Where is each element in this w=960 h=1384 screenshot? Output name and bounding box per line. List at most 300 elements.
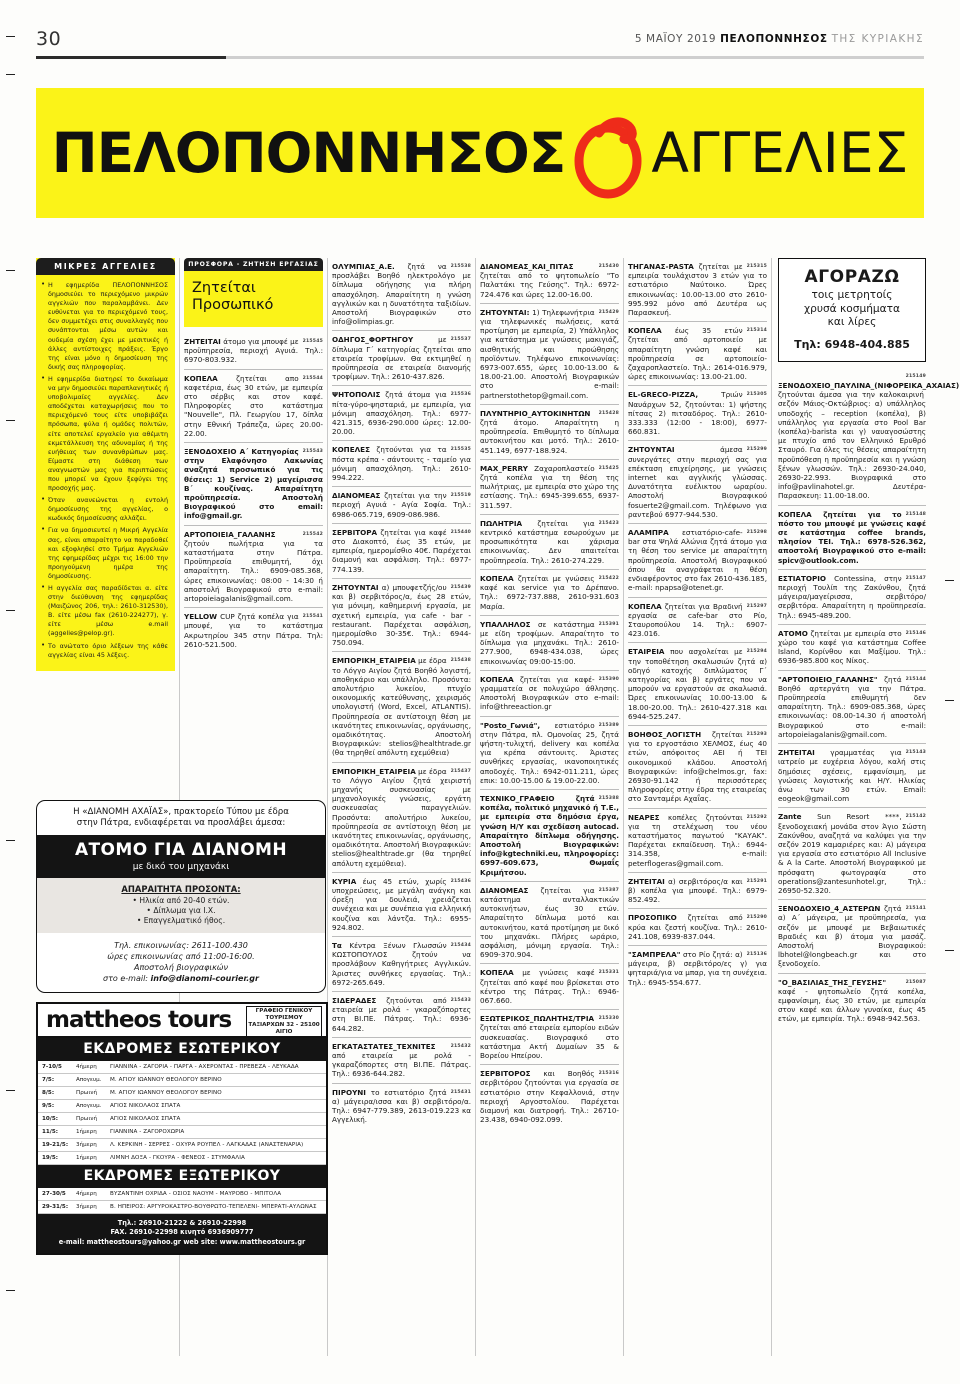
classified-ad [480, 258, 619, 304]
mattheos-trip-duration: 4ήμερη [76, 1191, 97, 1197]
ad-code: 215433 [450, 998, 471, 1004]
classified-ad [332, 331, 471, 386]
dianomi-contact [37, 933, 325, 992]
ad-body: σε κατάστημα με είδη τροφίμων. Απαραίτητο το δίπλωμα για μηχανάκι. Τηλ.: 2610-277.900, 6948-434.038, ώρες επικοινωνίας 09:00-15:00. [480, 619, 619, 666]
ad-title: ΞΕΝΟΔΟΧΕΙΟ_ΠΑΥΛΙΝΑ_(ΝΙΦΟΡΕΙΚΑ_ΑΧΑΙΑΣ) [778, 380, 960, 390]
prosfora-line-1: Ζητείται [192, 280, 256, 296]
ad-code: 215149 [905, 373, 926, 379]
header-rule [36, 56, 924, 59]
ad-code: 215330 [598, 1016, 619, 1022]
classified-ad [778, 671, 926, 744]
mattheos-trip-route: ΑΓΙΟΣ ΝΙΚΟΛΑΟΣ ΣΠΑΤΑ [110, 1103, 181, 1109]
ad-body: έως 35 ετών ζητείται από αρτοποιείο με απαραίτητη γνώση καφέ και προϋπηρεσία σε αρτοποιείο-ζαχαροπλαστείο. Τηλ.: 2614-016.979, ώρες επικοινωνίας: 13.00-21.00. [628, 326, 767, 382]
dianomi-requirements-title: ΑΠΑΡΑΙΤΗΤΑ ΠΡΟΣΟΝΤΑ: [121, 883, 241, 894]
ad-title: ΑΤΟΜΟ [778, 628, 808, 638]
ad-body: και Βοηθός σερβιτόρου ζητούνται για εργασία σε εστιατόριο στην Κεφαλλονιά, στην περιοχή Αργοστολίου. Παρέχεται διαμονή και διατροφή. Τηλ.: 26710-23.438, 6940-092.099. [480, 1069, 619, 1125]
agorazo-title: ΑΓΟΡΑΖΩ [804, 267, 900, 287]
mattheos-trip-duration: 4ήμερη [76, 1064, 97, 1070]
crop-mark [6, 610, 15, 611]
classified-ad [628, 909, 767, 946]
ad-code: 215434 [450, 943, 471, 948]
mattheos-trip-route: ΓΙΑΝΝΙΝΑ - ΖΑΓΟΡΟΧΩΡΙΑ [110, 1129, 185, 1135]
ad-title: "ΣΑΜΠΡΕΛΑ" [628, 950, 681, 959]
ad-title: ΚΟΠΕΛΑ [628, 601, 662, 611]
mattheos-contact [38, 1214, 326, 1253]
dianomi-intro-line-1: Η «ΔΙΑΝΟΜΗ ΑΧΑΪΑΣ», πρακτορείο Τύπου με έδρα [73, 807, 289, 817]
mikres-rule-item: • Η εφημερίδα διατηρεί το δικαίωμα να μην δημοσιεύει παραπλανητικές ή υποβολιμαίες αγγελίες. Δεν αποδέχεται καταχωρήσεις που το περιεχόμενό τους είτε υποβιβάζει πρόσωπα, φύλα ή ομάδες πολιτών, είτε αποτελεί εργαλείο για αθέμιτη εκμετάλλευση της αδυναμίας ή της ευήθειας των συνανθρώπων μας. Είμαστε στη διάθεση των αναγνωστών μας για περιπτώσεις που μπορεί να έχουν ξεφύγει της προσοχής μας. [41, 375, 168, 493]
ad-title: ΕΣΤΙΑΤΟΡΙΟ [778, 573, 827, 583]
prosfora-line-2: Προσωπικό [192, 297, 274, 313]
mattheos-trip-route: ΑΓΙΟΣ ΝΙΚΟΛΑΟΣ ΣΠΑΤΑ [110, 1116, 181, 1122]
ad-title: ΕΜΠΟΡΙΚΗ_ΕΤΑΙΡΕΙΑ [332, 656, 416, 666]
mattheos-trip-route: Μ. ΑΓΙΟΥ ΙΩΑΝΝΟΥ ΘΕΟΛΟΓΟΥ ΒΕΡΙΝΟ [110, 1077, 222, 1083]
mattheos-trip-duration: Απογευμ. [76, 1077, 102, 1083]
mattheos-trip-row [38, 1113, 326, 1126]
ad-body: ζητείται απο καφετέρια, έως 30 ετών, με εμπειρία στο σέρβις και στον καφέ. Πληροφορίες στο κατάστημα "Nouvelle", Πλ. Γεωργίου 17, δίπλα στην Εθνική Τράπεζα, ώρες 20.00-22.00. [184, 373, 323, 438]
mattheos-fax: FAX. 26910-22998 κινητό 6936909777 [110, 1228, 254, 1237]
classified-ad [778, 506, 926, 570]
ad-title: ΣΕΡΒΙΤΟΡΑ [332, 527, 378, 537]
classified-ad [332, 386, 471, 441]
classified-ad [778, 744, 926, 808]
ad-body: ζητείται για καφέ-γραμματεία σε πολυχώρο άθλησης. Αποστολή Βιογραφικών στο e-mail: info@threeaction.gr [480, 674, 619, 712]
classified-ad [480, 964, 619, 1010]
ad-title: ΖΗΤΕΙΤΑΙ [184, 337, 221, 346]
crop-mark [6, 36, 15, 37]
ad-code: 215143 [905, 750, 926, 756]
ad-code: 215390 [598, 676, 619, 682]
mattheos-email-web: e-mail: mattheostours@yahoo.gr web site: www.mattheostours.gr [58, 1237, 306, 1246]
ad-title: MAX_PERRY [480, 463, 528, 473]
mattheos-logo: mattheos tours [46, 1007, 232, 1033]
ad-body: ζητείται για το εργοστάσιο ΧΕΛΜΟΣ, έως 40 ετών, απόφοιτος ΑΕΙ ή ΤΕΙ οικονομικού κλάδου. Αποστολή Βιογραφικών: info@chelmos.gr, fax: 26930-91.142 ή περισσότερες πληροφορίες στην έδρα της εταιρείας στο Σανταμέρι Αχαΐας. [628, 729, 767, 804]
ad-code: 215432 [450, 1043, 471, 1049]
dianomi-achaias-ad [36, 800, 326, 993]
ad-body: Κέντρα Ξένων Γλωσσών ΚΩΣΤΟΠΟΥΛΟΣ ζητούν να προσλάβουν Καθηγήτριες Αγγλικών. Άριστες συνθήκες εργασίας. Τηλ.: 6972-265.649. [332, 941, 471, 987]
ad-code: 215543 [302, 449, 323, 455]
classified-ad [332, 524, 471, 579]
mattheos-section-abroad: ΕΚΔΡΟΜΕΣ ΕΞΩΤΕΡΙΚΟΥ [38, 1165, 326, 1188]
prosfora-header-box [184, 258, 323, 327]
mikres-aggelies-box [36, 258, 175, 671]
mattheos-section-domestic: ΕΚΔΡΟΜΕΣ ΕΣΩΤΕΡΙΚΟΥ [38, 1038, 326, 1061]
ad-code: 215425 [598, 465, 619, 471]
dianomi-requirement-item: • Επαγγελματικό ήθος. [136, 915, 226, 925]
mattheos-trip-date: 27-30/5 [42, 1191, 66, 1197]
ad-title: ΔΙΑΝΟΜΕΑΣ [332, 491, 381, 501]
mattheos-trip-duration: Απογευμ. [76, 1103, 102, 1109]
classified-ad [332, 937, 471, 992]
ad-code: 215298 [746, 530, 767, 536]
ad-code: 215291 [746, 878, 767, 884]
dianomi-intro [37, 801, 325, 835]
ad-body: ζητείται με γνώσεις καφέ και service για το Δρέπανο. Τηλ.: 6972-737.888, 2610-931.603 Μαρία. [480, 573, 619, 611]
column-4 [480, 258, 619, 1356]
ad-code: 215391 [598, 621, 619, 627]
ad-code: 215297 [746, 603, 767, 609]
ad-title: ΨΗΤΟΠΟΛΙΣ [332, 390, 381, 400]
ad-body: καφέ - ψητοπωλείο ζητά κοπέλα, εμφανίσιμη, έως 30 ετών, με εμπειρία στον καφέ και άλλων γυναίκα, έως 45 ετών, με εμπειρία. Τηλ.: 6948-942.563. [778, 986, 926, 1024]
classified-ad [184, 370, 323, 443]
ad-code: 215388 [598, 795, 619, 801]
ad-code: 215423 [598, 520, 619, 526]
ad-code: 215305 [746, 392, 767, 398]
mattheos-trip-duration: Πρωινή [76, 1116, 98, 1122]
mattheos-abroad-rows [38, 1188, 326, 1214]
ad-code: 215431 [450, 1089, 471, 1095]
dianomi-email: info@dianomi-courier.gr [150, 973, 259, 983]
ad-title: ΥΠΑΛΛΗΛΟΣ [480, 619, 531, 629]
ad-code: 215315 [746, 264, 767, 269]
crop-mark [945, 580, 954, 581]
classified-ad [480, 1065, 619, 1128]
mattheos-trip-duration: 3ήμερη [76, 1142, 97, 1148]
mattheos-trip-row [38, 1201, 326, 1214]
dianomi-requirement-item: • Ηλικία από 20-40 ετών. [132, 895, 230, 905]
classified-ad [628, 386, 767, 441]
crop-mark [6, 1290, 15, 1291]
mattheos-trip-date: 9/5: [42, 1103, 55, 1109]
ad-body: έως 45 ετών, χωρίς υποχρεώσεις, με μεγάλη ανάγκη και όρεξη για δουλειά, χρειάζεται συνέχεια και με συνέπεια για ελληνική κουζίνα και λάντζα. Τηλ.: 6955-924.802. [332, 876, 471, 932]
crop-mark [6, 420, 15, 421]
ad-code: 215294 [746, 649, 767, 655]
masthead-title-right: ΑΓΓΕΛΙΕΣ [651, 121, 909, 185]
agorazo-text-line: χρυσά κοσμήματα [803, 302, 901, 315]
ad-body: άμεσα συνεργάτες στην περιοχή σας για επέκταση επιχείρησης, με γνώσεις internet και αγγλικής γλώσσας. Δυνατότητα ευέλικτου ωραρίου. Αποστολή Βιογραφικού fosuerte2@gmail.com. Τηλέφωνο για ραντεβού 6977-944.530. [628, 445, 767, 519]
ad-code: 215299 [746, 447, 767, 453]
mattheos-trip-row [38, 1188, 326, 1201]
ad-title: ΖΗΤΕΙΤΑΙ [628, 876, 665, 886]
ad-code: 215430 [598, 264, 619, 269]
ad-title: ΖΗΤΟΥΝΤΑΙ [332, 582, 379, 592]
ad-title: ΠΡΟΣΟΠΙΚΟ [628, 913, 677, 923]
ad-title: Τα [332, 941, 342, 950]
classified-ad [480, 570, 619, 616]
dianomi-headline: ΑΤΟΜΟ ΓΙΑ ΔΙΑΝΟΜΗ [75, 839, 287, 860]
ad-body: ζητείται για την περιοχή Αγυιά - Αγία Σοφία. Τηλ.: 6986-065.719, 6909-086.986. [332, 491, 471, 519]
mattheos-trip-route: Λ. ΚΕΡΚΙΝΗ - ΣΕΡΡΕΣ - ΟΧΥΡΑ ΡΟΥΠΕΛ - ΛΑΓΚΑΔΑΣ (ΑΝΑΣΤΕΝΑΡΙΑ) [110, 1142, 304, 1148]
ad-title: ΑΡΤΟΠΟΙΕΙΑ_ΓΑΛΑΝΗΣ [184, 529, 276, 539]
crop-mark [945, 950, 954, 951]
ad-body: άτομο για μπουφέ με προϋπηρεσία, περιοχή Αγυιά. Τηλ.: 6970-803.932. [184, 337, 323, 365]
ad-body: ζητά α) Α΄ μάγειρα, με προϋπηρεσία, για σεζόν με μπουφέ με Βεβαιωτικές Βραδιές και β) άτομα για μασάζ. Αποστολή Βιογραφικού: lbhotel@longbeach.gr και στο ξενοδοχείο. [778, 904, 926, 969]
mattheos-trip-route: ΛΙΜΝΗ ΔΟΞΑ - ΓΚΟΥΡΑ - ΦΕΝΕΟΣ - ΣΤΥΜΦΑΛΙΑ [110, 1155, 245, 1161]
ad-code: 215538 [450, 264, 471, 269]
ad-code: 215389 [598, 722, 619, 728]
mattheos-trip-route: ΓΙΑΝΝΙΝΑ - ΖΑΓΟΡΙΑ - ΠΑΡΓΑ - ΑΧΕΡΟΝΤΑΣ - ΠΡΕΒΕΖΑ - ΛΕΥΚΑΔΑ [110, 1064, 299, 1070]
ad-code: 215545 [302, 339, 323, 344]
ad-body: ζητά άτομα για πίτα-γύρο-ψησταριά, με εμπειρία, για μόνιμη απασχόληση. Τηλ.: 6977-421.315, 6936-290.000 ώρες: 12.00-20.00. [332, 390, 471, 437]
mattheos-trip-duration: 3ήμερη [76, 1204, 97, 1210]
dianomi-cv-note: Αποστολή βιογραφικών [134, 962, 228, 972]
mattheos-trip-duration: Πρωινή [76, 1090, 98, 1096]
ad-title: ΚΟΠΕΛΑ [480, 968, 514, 978]
ad-title: ΞΕΝΟΔΟΧΕΙΟ Α΄ Κατηγορίας στην Ελαφόνησο Λακωνίας αναζητά προσωπικό για τις θέσεις: 1) Service 2) μαγείρισσα Β΄ κουζίνας. Απαραίτητη προϋπηρεσία. Αποστολή Βιογραφικού στο email: info@gmail.gr. [184, 447, 323, 521]
classified-ad [332, 441, 471, 487]
classified-ad [628, 598, 767, 644]
ad-title: YELLOW [184, 612, 218, 622]
classified-ad [332, 763, 471, 873]
mattheos-trip-row [38, 1100, 326, 1113]
classified-ad [628, 258, 767, 322]
ad-body: ζητείται για κατάστημα ανταλλακτικών αυτοκινήτων, έως 30 ετών. Απαραίτητο δίπλωμα μοτό και αυτοκινήτου, κατά προτίμηση με δικό του μηχανάκι. Πλήρες ωράριο, ασφάλιση, μόνιμη εργασία. Τηλ.: 6909-370.904. [480, 885, 619, 960]
classified-ad [184, 526, 323, 609]
column-3-ads [332, 258, 471, 1128]
ad-code: 215316 [598, 1071, 619, 1077]
classified-ad [332, 873, 471, 937]
ad-title: ΔΙΑΝΟΜΕΑΣ_ΚΑΙ_ΠΙΤΑΣ [480, 262, 574, 271]
mattheos-trip-row [38, 1061, 326, 1074]
column-6-ads [778, 368, 960, 1028]
classified-ad [480, 671, 619, 717]
ad-code: 215436 [450, 878, 471, 884]
dianomi-headline-band [37, 835, 325, 878]
ad-title: ΚΟΠΕΛΑ [480, 573, 514, 583]
mattheos-trip-date: 19/5: [42, 1155, 58, 1161]
column-6 [778, 258, 960, 1356]
column-4-ads [480, 258, 619, 1128]
ring-logo-icon [569, 109, 647, 197]
dianomi-requirements-list [37, 896, 325, 926]
crop-mark [6, 1090, 15, 1091]
dianomi-requirement-item: • Δίπλωμα για Ι.Χ. [146, 905, 216, 915]
mattheos-trip-route: Β. ΗΠΕΙΡΟΣ: ΑΡΓΥΡΟΚΑΣΤΡΟ-ΒΟΥΘΡΩΤΟ-ΤΕΠΕΛΕΝΙ- ΜΠΕΡΑΤΙ-ΑΥΛΩΝΑΣ [110, 1204, 317, 1210]
agorazo-text [783, 289, 921, 330]
classified-ad [480, 717, 619, 790]
ad-code: 215292 [746, 814, 767, 820]
mikres-rule-item: • Το ανώτατο όριο λέξεων της κάθε αγγελίας είναι 45 λέξεις. [41, 642, 168, 660]
column-divider [623, 258, 624, 1356]
ad-body: εστιατόριο στην Πάτρα, πλ. Ομονοίας 25, ζητά ψήστη-τυλιχτή, delivery και κοπέλα για κρέπα σάντουιτς. Άριστες συνθήκες εργασίας, ικανοποιητικές αποδοχές. Τηλ.: 6942-011.211, ώρες επικ: 10.00-15.00 & 19.00-22.00. [480, 720, 619, 785]
mikres-rule-item: • Για να δημοσιευτεί η Μικρή Αγγελία σας, είναι απαραίτητο να παραδοθεί και εξοφληθεί στο Τμήμα Αγγελιών της εφημερίδας μέχρι τις 16:00 την προηγούμενη ημέρα της δημοσίευσης. [41, 526, 168, 581]
ad-code: 215440 [450, 529, 471, 535]
ad-body: ζητείται με εμπειρία στο χώρο του καφέ για κατάστημα Coffee Island, Κορίνθου και Μαξίμου. Τηλ.: 6936-985.800 κος Νίκος. [778, 628, 926, 666]
mattheos-trip-row [38, 1152, 326, 1165]
classified-ad [480, 460, 619, 515]
ad-code: 215314 [746, 328, 767, 334]
ad-title: ΟΛΥΜΠΙΑΣ_Α.Ε. [332, 262, 395, 271]
crop-mark [945, 700, 954, 701]
ad-body: CUP ζητά κοπέλα για μπουφέ, για το κατάστημα Ακρωτηρίου 345 στην Πάτρα. Τηλ: 2610-521.500. [184, 612, 323, 649]
ad-code: 215142 [905, 814, 926, 820]
crop-mark [6, 840, 15, 841]
dianomi-email-label: στο e-mail: [103, 973, 151, 983]
ad-code: 215331 [598, 970, 619, 976]
ad-title: "Posto_Γωνιά", [480, 720, 541, 730]
ad-body: 1) Τηλεφωνήτρια για τηλεφωνικές πωλήσεις, κατά προτίμηση με εμπειρία, 2) Υπάλληλος για κατάστημα με γνώσεις μακιγιάζ, αισθητικής και προώθησης προϊόντων. Τηλέφωνο επικοινωνίας: 6973-007.655, ώρες 10.00-13.00 & 18.00-21.00. Αποστολή Βιογραφικών στο e-mail: partnerstothetop@gmail.com. [480, 307, 619, 400]
classified-ad [184, 608, 323, 653]
classified-ad [628, 873, 767, 910]
ad-body: ζητούνται από εταιρεία με ρολά - γκαραζόπορτες στη ΒΙ.ΠΕ. Πάτρας. Τηλ.: 6936-644.282. [332, 996, 471, 1033]
ad-body: από εταιρεία με ρολά - γκαραζόπορτες στη ΒΙ.ΠΕ. Πάτρας. Τηλ.: 6936-644.282. [332, 1051, 471, 1079]
ad-title: ΠΩΛΗΤΡΙΑ [480, 518, 523, 528]
ad-code: 215141 [905, 906, 926, 912]
ad-title: ΔΙΑΝΟΜΕΑΣ [480, 885, 529, 895]
ad-title: ΚΥΡΙΑ [332, 876, 357, 886]
header-paper-name: ΠΕΛΟΠΟΝΝΗΣΟΣ [720, 33, 828, 45]
ad-code: 215148 [905, 511, 926, 517]
crop-mark [6, 270, 15, 271]
agorazo-text-line: και λίρες [827, 316, 877, 329]
header-date: 5 ΜΑΪΟΥ 2019 [634, 33, 717, 45]
crop-mark [6, 74, 15, 75]
ad-code: 215519 [450, 493, 471, 499]
column-3 [332, 258, 471, 1356]
ad-body: στο Ρίο ζητά: α) μάγειρα, β) σερβιτόρο/ες γ) για ψηταριά/για να μπαρ, για τη συνέχεια. Τηλ.: 6945-554.677. [628, 950, 768, 987]
column-5 [628, 258, 767, 1356]
classified-ad [480, 405, 619, 460]
column-divider [475, 258, 476, 1356]
ad-title: ΚΟΠΕΛΑ [480, 674, 514, 684]
mattheos-domestic-rows [38, 1061, 326, 1165]
mattheos-trip-route: ΒΥΖΑΝΤΙΝΗ ΟΧΡΙΔΑ - ΟΣΙΟΣ ΝΑΟΥΜ - ΜΑΥΡΟΒΟ - ΜΠΙΤΟΛΑ [110, 1191, 282, 1197]
dianomi-phone: Τηλ. επικοινωνίας: 2611-100.430 [114, 940, 248, 950]
ad-body: Τριών Ναυάρχων 52, ζητούνται: 1) ψήστης πίτσας 2) πιτσαδόρος. Τηλ.: 2610-333.333 (12:00 - 18:00), 6977-660.831. [628, 390, 767, 437]
classified-ad [332, 579, 471, 652]
ad-code: 215536 [450, 392, 471, 398]
dianomi-intro-line-2: στην Πάτρα, ενδιαφέρεται να προσλάβει άμεσα: [76, 818, 286, 829]
classified-ad [184, 333, 323, 370]
mattheos-trip-date: 8/5: [42, 1090, 55, 1096]
ad-code: 215541 [302, 614, 323, 620]
header-edition: ΤΗΣ ΚΥΡΙΑΚΗΣ [831, 33, 924, 45]
mattheos-trip-date: 7/5: [42, 1077, 55, 1083]
classified-ad [628, 946, 767, 991]
classified-ad [778, 974, 926, 1028]
ad-body: Contessina, στην περιοχή Τουλίπ της Ζακύνθου, ζητά μάγειρα/μαγείρισσα, σερβιτόρο/σερβιτόρα. Απαραίτητη η προϋπηρεσία. Τηλ.: 6945-489.200. [778, 573, 926, 620]
ad-body: ζητείται από εταιρεία εμπορίου ειδών συσκευασίας. Βιογραφικό στο κατάστημα Ακτή Δυμαίων 35 & Βορείου Ηπείρου. [480, 1023, 619, 1061]
mikres-aggelies-rules [36, 275, 175, 671]
ad-body: εστιατόριο-cafe-bar στα Ψηλά Αλώνια ζητά άτομο για τη θέση του service με απαραίτητη προϋπηρεσία. Αποστολή Βιογραφικού όπου θα αναγράφεται η θέση ενδιαφέροντος στο fax 2610-436.185, e-mail: npapsa@otenet.gr. [628, 528, 767, 593]
mattheos-trip-date: 10/5: [42, 1116, 58, 1122]
ad-body: ζητείται για καφέ στο Διακοπτό, έως 35 ετών, με εμπειρία, ημερομίσθιο 40€. Παρέχεται διαμονή και ασφάλιση. Τηλ.: 6977-774.139. [332, 527, 471, 574]
ad-title: ΣΙΔΕΡΑΔΕΣ [332, 996, 377, 1006]
ad-title: ΞΕΝΟΔΟΧΕΙΟ_4_ΑΣΤΕΡΩΝ [778, 904, 881, 914]
ad-code: 215146 [905, 630, 926, 636]
mikres-aggelies-title: ΜΙΚΡΕΣ ΑΓΓΕΛΙΕΣ [36, 258, 175, 275]
ad-code: 215422 [598, 575, 619, 581]
ad-body: ζητείται για κεντρικό κατάστημα εσωρούχων με προσωπικότητα και χάρισμα επικοινωνίας. Δεν απαιτείται προϋπηρεσία. Τηλ.: 2610-274.229. [480, 518, 619, 565]
dianomi-hours: ώρες επικοινωνίας από 11:00-16:00. [107, 951, 255, 961]
ad-title: EL-GRECO-PIZZA, [628, 390, 699, 400]
mattheos-trip-date: 11/5: [42, 1129, 58, 1135]
ad-title: ΑΛΑΜΠΡΑ [628, 528, 669, 538]
ad-title: ΕΞΩΤΕΡΙΚΟΣ_ΠΩΛΗΤΗΣ/ΤΡΙΑ [480, 1014, 595, 1024]
classified-ad [332, 652, 471, 762]
classified-ad [480, 790, 619, 882]
ad-body: με δίπλωμα Γ΄ κατηγορίας ζητείται απο εταιρεία τροφίμων. Θα εκτιμηθεί η προϋπηρεσία σε εταιρεία διανομής τροφίμων. Τηλ.: 2610-437.826. [332, 335, 471, 382]
classified-ad [332, 1084, 471, 1129]
classified-ad [184, 443, 323, 526]
masthead-banner [36, 88, 924, 218]
classified-ad [332, 1038, 471, 1084]
ad-body: που ασχολείται με την τοποθέτηση σκαλωσιών ζητά α) οδηγό κατοχής διπλώματος Γ΄ κατηγορίας και β) εργάτες που να μπορούν να εργαστούν σε σκαλωσιά. Ώρες επικοινωνίας 10.00-13.00 & 18.00-20.00. Τηλ.: 2610-427.318 και 6944-525.247. [628, 647, 767, 721]
mattheos-tours-ad [36, 1002, 328, 1255]
masthead-title-left: ΠΕΛΟΠΟΝΝΗΣΟΣ [51, 121, 566, 185]
ad-body: Ζαχαροπλαστείο ζητά κοπέλα για τη θέση της πωλήτριας, με εμπειρία στο χώρο της εστίασης. Τηλ.: 6945-399.655, 6937-311.597. [480, 463, 619, 510]
classified-ad [628, 809, 767, 873]
ad-code: 215087 [905, 979, 926, 985]
classified-ad [332, 258, 471, 331]
ad-title: ΚΟΠΕΛΑ [628, 326, 662, 336]
classified-ad [480, 882, 619, 965]
ad-title: ΟΔΗΓΟΣ_ΦΟΡΤΗΓΟΥ [332, 335, 414, 345]
ad-body: ζητείται από κρύα και ζεστή κουζίνα. Τηλ.: 2610-241.108, 6939-837.044. [628, 913, 767, 941]
ad-title: ΚΟΠΕΛΑ [184, 373, 218, 383]
ad-title: ΕΤΑΙΡΕΙΑ [628, 647, 665, 657]
mattheos-trip-row [38, 1139, 326, 1152]
page-header-meta [635, 33, 924, 45]
ad-code: 215429 [598, 309, 619, 315]
column-2-ads [184, 333, 323, 653]
classified-ad [480, 515, 619, 570]
ad-code: 215136 [746, 952, 767, 957]
ad-body: ζητούνται για τα πόστα κρέπα - σάντουιτς - ταμείο για μόνιμη απασχόληση. Τηλ.: 2610-994.222. [332, 445, 471, 483]
ad-title: ΖΗΤΟΥΝΤΑΙ [628, 445, 675, 455]
agorazo-text-line: τοις μετρητοίς [811, 289, 893, 301]
ad-title: ΚΟΠΕΛΑ ζητείται για το πόστο του μπουφέ με γνώσεις καφέ σε κατάστημα coffee brands, πλησίον ΤΕΙ. Τηλ.: 6978-526.362, αποστολή Βιογραφικού στο e-mail: spicv@outlook.com. [778, 509, 926, 565]
classified-ad [480, 616, 619, 671]
mattheos-trip-row [38, 1126, 326, 1139]
column-divider [771, 258, 772, 1356]
classified-ad [480, 304, 619, 405]
agorazo-display-ad [778, 258, 926, 362]
classified-ad [778, 625, 926, 671]
ad-body: α) μπουφετζής/ου και β) σερβιτόρος/α, έως 28 ετών, για μόνιμη, καθημερινή εργασία, με σχετική εμπειρία, για cafe - bar - restaurant. Παρέχεται ασφάλιση, ημερομίσθιο 30-35€. Τηλ.: 6944-750.094. [332, 582, 471, 648]
ad-title: ΖΗΤΕΙΤΑΙ [778, 748, 815, 758]
mattheos-trip-route: Μ. ΑΓΙΟΥ ΙΩΑΝΝΟΥ ΘΕΟΛΟΓΟΥ ΒΕΡΙΝΟ [110, 1090, 222, 1096]
ad-title: ΕΜΠΟΡΙΚΗ_ΕΤΑΙΡΕΙΑ [332, 766, 416, 776]
ad-title: ΤΕΧΝΙΚΟ_ΓΡΑΦΕΙΟ ζητά κοπέλα, πολιτικό μηχανικό ή Τ.Ε., με εμπειρία στα δημόσια έργα, γνώση Η/Υ και σχεδίαση autocad. Απαραίτητο δίπλωμα οδήγησης. Αποστολή Βιογραφικών: info@kgtechniki.eu, πληροφορίες: 6997-609.673, Θωμαΐς Κριμήτσου. [480, 793, 619, 877]
classified-ad [332, 487, 471, 524]
ad-title: ΒΟΗΘΟΣ_ΛΟΓΙΣΤΗ [628, 729, 702, 739]
ad-title: ΚΟΠΕΛΕΣ [332, 445, 370, 455]
dianomi-requirements [37, 878, 325, 933]
column-5-ads [628, 258, 767, 991]
ad-body: με έδρα το Λόγγο Αιγίου ζητά Βοηθό λογιστή, αποθηκάριο και υπάλληλο. Προσόντα: απολυτήριο λυκείου, πτυχίο οικονομικής κατεύθυνσης, χειρισμός υπολογιστή (Word, Excel, ATLANTIS). Προϋπηρεσία σε αντίστοιχη θέση με ικανότητες επικοινωνίας, οργάνωσης, ομαδικότητας. Αποστολή Βιογραφικών: stelios@healthtrade.gr (θα τηρηθεί απόλυτη εχεμύθεια) [332, 656, 471, 758]
classified-ad [332, 992, 471, 1038]
ad-body: κοπέλες ζητούνται για τη στελέχωση του νέου καταστήματος παγωτού "ΚΑΥΑΚ". Παρέχεται εκπαίδευση. Τηλ.: 6944-314.358, e-mail: peterflogeras@gmail.com. [628, 812, 767, 868]
ad-code: 215535 [450, 447, 471, 453]
ad-code: 215144 [905, 676, 926, 682]
ad-title: ΤΗΓΑΝΑΣ-PASTA [628, 262, 694, 271]
mikres-rule-item: • Η αγγελία σας παραδίδεται α. είτε στην διεύθυνση της εφημερίδας (Μαιζώνος 206, τηλ.: 2610-312530), Β. είτε μέσω fax (2610-224277), γ. είτε μέσω e.mail (aggelies@pelop.gr). [41, 584, 168, 639]
ad-body: με έδρα το Λόγγο Αιγίου ζητά χειριστή μηχανής συσκευασίας με μηχανολογικές γνώσεις, εργάτη συσκευασίας παραγγελιών. Προσόντα: απολυτήριο λυκείου, προϋπηρεσία σε αντίστοιχη θέση με ικανότητες επικοινωνίας, οργάνωσης, ομαδικότητα. Αποστολή Βιογραφικών: stelios@healthtrade.gr (θα τηρηθεί απόλυτη εχεμύθεια). [332, 766, 471, 868]
mattheos-header [38, 1004, 326, 1038]
ad-body: ζητούν πωλήτρια για τα καταστήματα στην Πάτρα. Προϋπηρεσία επιθυμητή, όχι απαραίτητη. Τηλ.: 6909-085.368, ώρες επικοινωνίας: 08:00 - 14:30 ή αποστολή Βιογραφικού στο e-mail: artopoieiagalanis@gmail.com. [184, 538, 323, 604]
ad-title: ΝΕΑΡΕΣ [628, 812, 660, 822]
classified-ad [778, 368, 960, 506]
agorazo-phone: Τηλ: 6948-404.885 [794, 337, 910, 351]
dianomi-subheadline: με δικό του μηχανάκι [132, 861, 230, 872]
prosfora-tag: ΠΡΟΣΦΟΡΑ - ΖΗΤΗΣΗ ΕΡΓΑΣΙΑΣ [184, 258, 323, 271]
mattheos-trip-date: 19-21/5: [42, 1142, 69, 1148]
ad-code: 215542 [302, 531, 323, 537]
classified-ad [628, 726, 767, 809]
mattheos-trip-date: 7-10/5 [42, 1064, 62, 1070]
ad-code: 215544 [302, 375, 323, 381]
ad-body: ζητείται με εμπειρία τουλάχιστον 3 ετών για το εστιατόριο Ναύτοικο. Ώρες επικοινωνίας: 10.00-13.00 στο 2610-995.992 μόνο από Δευτέρα ως Παρασκευή. [628, 262, 767, 318]
ad-title: Zante [778, 812, 802, 822]
mattheos-trip-row [38, 1074, 326, 1087]
classified-ad [480, 1010, 619, 1065]
ad-body: Sun Resort ****, ξενοδοχειακή μονάδα στον Άγιο Σώστη Ζακύνθου, αναζητά να καλύψει για την σεζόν 2019 καμαριέρες και: Α) μάγειρα για εργασία στο εστιατόριο All Inclusive & A la Carte. Αποστολή Βιογραφικού με πρόσφατη φωτογραφία στο operations@zantesunhotel.gr, Τηλ.: 26950-52.320. [778, 812, 926, 895]
ad-title: "Ο_ΒΑΣΙΛΙΑΣ_ΤΗΣ_ΓΕΥΣΗΣ" [778, 977, 887, 987]
ad-code: 215387 [598, 887, 619, 893]
classified-ad [628, 322, 767, 386]
mattheos-trip-row [38, 1087, 326, 1100]
mattheos-trip-date: 29-31/5: [42, 1204, 69, 1210]
